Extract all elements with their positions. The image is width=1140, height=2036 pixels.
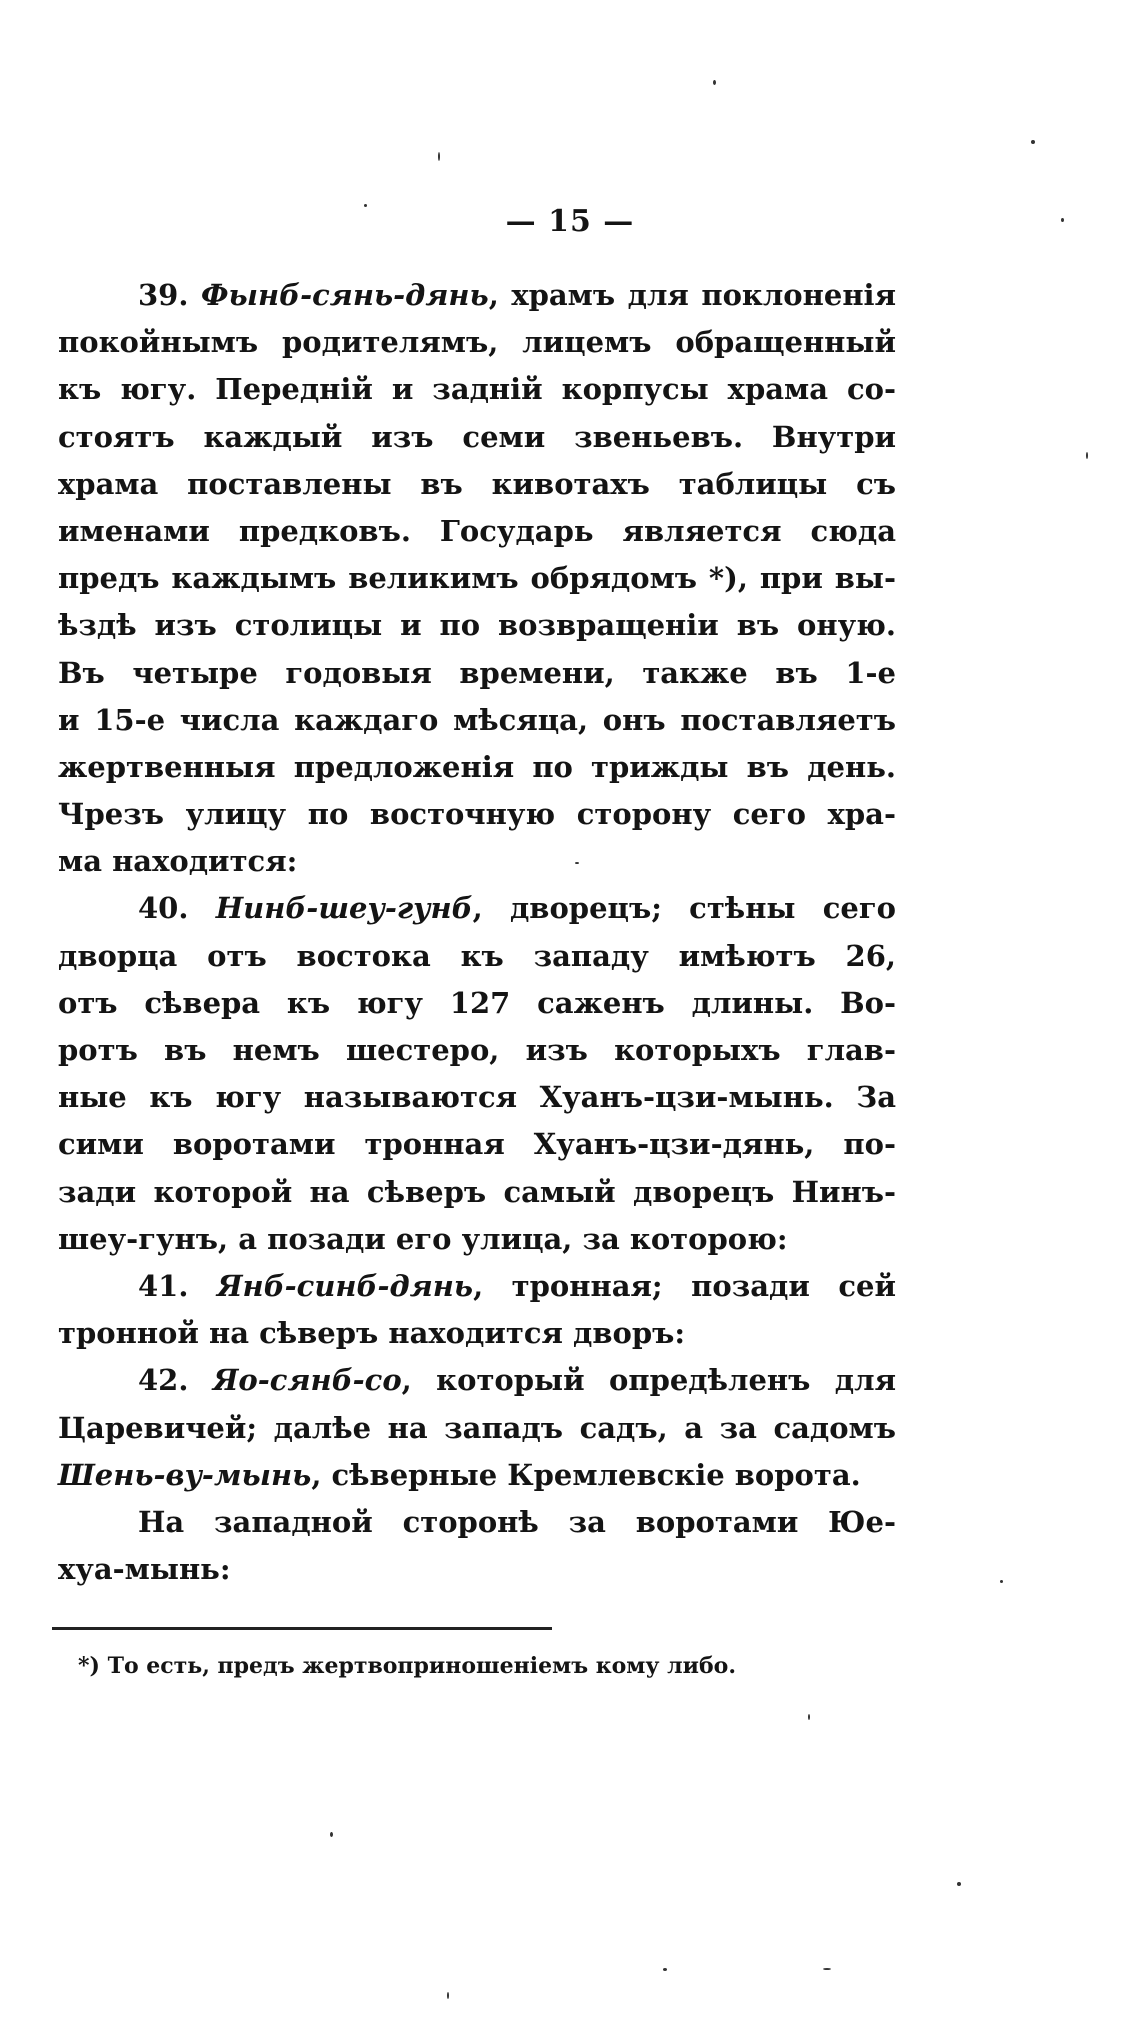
place-name: Нинб-шеу-гунб [215, 891, 473, 926]
text-line: къ югу. Передній и задній корпусы храма со- [58, 372, 896, 407]
body-text [58, 272, 896, 1593]
paper-speck [575, 862, 579, 864]
paper-speck [808, 1714, 810, 1720]
paper-speck [823, 1968, 831, 1970]
place-name: Фынб-сянь-дянь [200, 278, 489, 312]
text-line: сими воротами тронная Хуанъ-цзи-дянь, по- [58, 1127, 896, 1162]
text-line [58, 1357, 896, 1404]
text-line: ные къ югу называются Хуанъ-цзи-мынь. За [58, 1080, 896, 1115]
paper-speck [663, 1968, 667, 1971]
text-segment: , тронная; позади сей [473, 1268, 896, 1303]
text-segment: , сѣверные Кремлевскіе ворота. [311, 1457, 861, 1492]
text-line: отъ сѣвера къ югу 127 саженъ длины. Во- [58, 985, 896, 1020]
text-line [58, 1452, 896, 1499]
text-line: и 15-е числа каждаго мѣсяца, онъ поставляетъ [58, 702, 896, 737]
text-line: предъ каждымъ великимъ обрядомъ *), при вы- [58, 561, 896, 596]
text-line [58, 272, 896, 319]
text-line: ѣздѣ изъ столицы и по возвращеніи въ оную. [58, 608, 896, 643]
paper-speck [364, 204, 367, 207]
text-line: Чрезъ улицу по восточную сторону сего хра- [58, 797, 896, 832]
text-line: жертвенныя предложенія по трижды въ день. [58, 749, 896, 784]
footnote-rule [52, 1627, 552, 1630]
item-number: 40. [138, 891, 216, 926]
text-segment: , дворецъ; стѣны сего [472, 891, 896, 926]
text-line: Царевичей; далѣе на западъ садъ, а за садомъ [58, 1410, 896, 1445]
text-line: тронной на сѣверъ находится дворъ: [58, 1316, 686, 1351]
text-line: храма поставлены въ кивотахъ таблицы съ [58, 466, 896, 501]
paper-speck [330, 1832, 333, 1837]
place-name: Яо-сянб-со [212, 1363, 402, 1398]
text-line: шеу-гунъ, а позади его улица, за которою: [58, 1221, 788, 1256]
footnote: *) То есть, предъ жертвоприношеніемъ кому либо. [78, 1653, 736, 1679]
paper-speck [1086, 452, 1088, 459]
paper-speck [438, 152, 440, 161]
paper-speck [1000, 1580, 1003, 1583]
text-segment: , который опредѣленъ для [401, 1363, 896, 1398]
text-line: хуа-мынь: [58, 1552, 231, 1587]
text-line: стоятъ каждый изъ семи звеньевъ. Внутри [58, 419, 896, 454]
text-line [58, 885, 896, 932]
text-line [58, 1263, 896, 1310]
text-line: зади которой на сѣверъ самый дворецъ Нинъ- [58, 1174, 896, 1209]
place-name: Шень-ву-мынь [58, 1457, 312, 1492]
place-name: Янб-синб-дянь [216, 1268, 474, 1303]
item-number: 39. [138, 278, 201, 312]
paper-speck [1061, 218, 1064, 222]
paper-speck [713, 80, 716, 85]
text-line: Въ четыре годовыя времени, также въ 1-е [58, 655, 896, 690]
text-line: покойнымъ родителямъ, лицемъ обращенный [58, 325, 896, 360]
item-number: 42. [138, 1363, 213, 1398]
text-line: ма находится: [58, 844, 298, 879]
item-number: 41. [138, 1268, 217, 1303]
paper-speck [957, 1882, 961, 1886]
paper-speck [1031, 140, 1035, 144]
text-line: именами предковъ. Государь является сюда [58, 513, 896, 548]
text-line: дворца отъ востока къ западу имѣютъ 26, [58, 938, 896, 973]
text-segment: , храмъ для поклоненія [488, 278, 896, 312]
paper-speck [447, 1992, 449, 1999]
page-number: — 15 — [505, 204, 635, 239]
text-line: На западной сторонѣ за воротами Юе- [138, 1504, 896, 1539]
text-line: ротъ въ немъ шестеро, изъ которыхъ глав- [58, 1033, 896, 1067]
